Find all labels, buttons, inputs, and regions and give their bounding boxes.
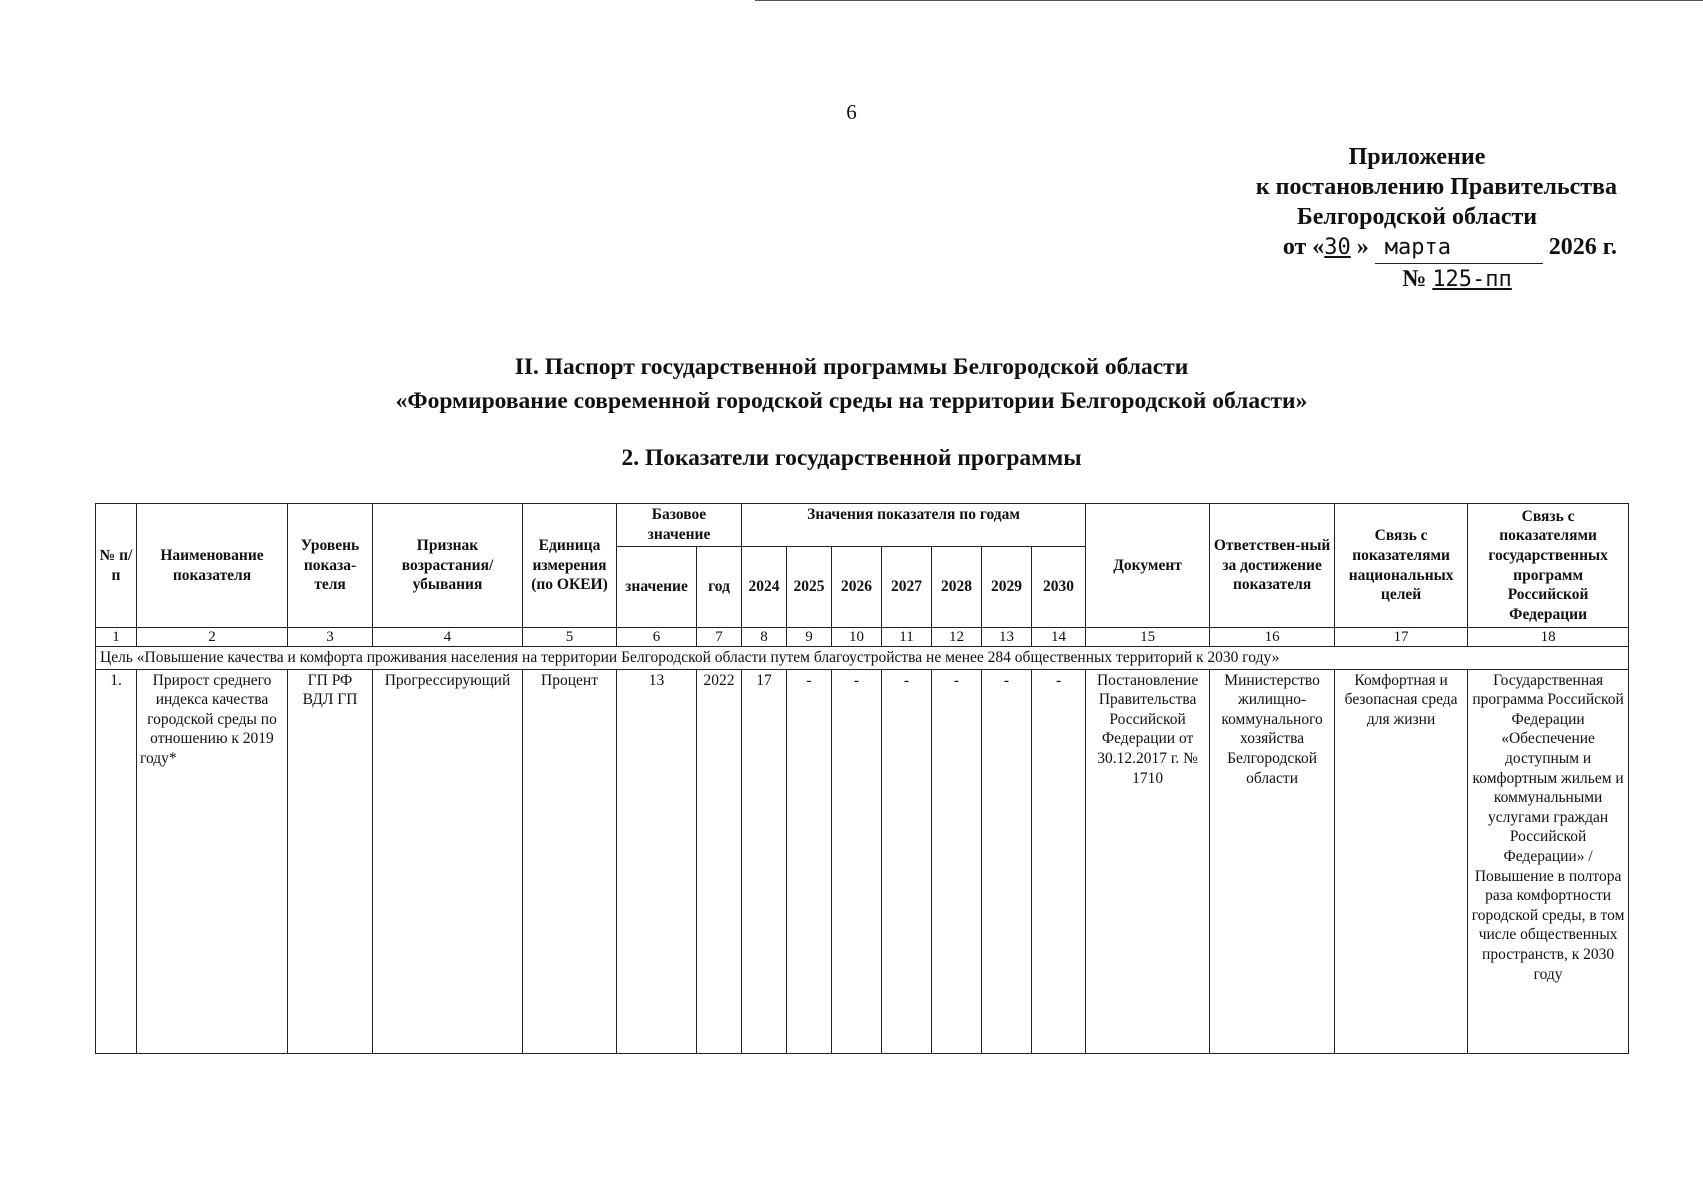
row-value-2026: -: [832, 669, 882, 1053]
page-number: 6: [846, 100, 857, 124]
appendix-line-2: к постановлению Правительства: [1255, 174, 1617, 200]
appendix-line-3: Белгородской области: [1296, 204, 1538, 230]
column-number: 17: [1335, 628, 1468, 647]
date-prefix: от «: [1282, 234, 1325, 260]
header-level: Уровень показа-теля: [288, 504, 373, 628]
indicators-table: [95, 503, 1629, 1054]
header-year-2026: 2026: [832, 547, 882, 628]
header-name: Наименование показателя: [137, 504, 288, 628]
column-number: 10: [832, 628, 882, 647]
date-month: марта: [1375, 233, 1543, 264]
passport-heading: [0, 350, 1703, 418]
column-number: 12: [932, 628, 982, 647]
header-base-year: год: [697, 547, 742, 628]
header-responsible: Ответствен-ный за достижение показателя: [1210, 504, 1335, 628]
column-number: 1: [96, 628, 137, 647]
header-document: Документ: [1086, 504, 1210, 628]
row-responsible: Министерство жилищно-коммунального хозяйства Белгородской области: [1210, 669, 1335, 1053]
column-number: 2: [137, 628, 288, 647]
row-sign: Прогрессирующий: [373, 669, 523, 1053]
header-year-2030: 2030: [1032, 547, 1086, 628]
row-value-2029: -: [982, 669, 1032, 1053]
row-name: Прирост среднего индекса качества городской среды по отношению к 2019 году*: [137, 669, 288, 1053]
header-year-2025: 2025: [787, 547, 832, 628]
number-prefix: №: [1402, 266, 1427, 292]
row-level: ГП РФ ВДЛ ГП: [288, 669, 373, 1053]
header-year-2029: 2029: [982, 547, 1032, 628]
number-value: 125-пп: [1432, 267, 1512, 292]
column-numbers-row: [96, 628, 1629, 647]
column-number: 3: [288, 628, 373, 647]
passport-heading-line-2: «Формирование современной городской среды на территории Белгородской области»: [395, 388, 1308, 414]
column-number: 9: [787, 628, 832, 647]
section-heading: 2. Показатели государственной программы: [621, 445, 1082, 471]
goal-row: [96, 647, 1629, 670]
header-unit: Единица измерения (по ОКЕИ): [523, 504, 617, 628]
column-number: 4: [373, 628, 523, 647]
row-value-2025: -: [787, 669, 832, 1053]
column-number: 15: [1086, 628, 1210, 647]
header-base: Базовое значение: [617, 504, 742, 547]
header-num: № п/п: [96, 504, 137, 628]
row-federal-programs: Государственная программа Российской Федерации «Обеспечение доступным и комфортным жильем и коммунальными услугами граждан Российской Федерации» / Повышение в полтора раза комфортности городской среды, в том числе общественных пространств, к 2030 году: [1468, 669, 1629, 1053]
header-base-value: значение: [617, 547, 697, 628]
column-number: 6: [617, 628, 697, 647]
header-year-2027: 2027: [882, 547, 932, 628]
passport-heading-line-1: II. Паспорт государственной программы Белгородской области: [514, 354, 1189, 380]
row-value-2027: -: [882, 669, 932, 1053]
row-document: Постановление Правительства Российской Федерации от 30.12.2017 г. № 1710: [1086, 669, 1210, 1053]
header-year-2024: 2024: [742, 547, 787, 628]
appendix-block: [1177, 142, 1617, 295]
row-value-2030: -: [1032, 669, 1086, 1053]
appendix-number: [1177, 264, 1617, 295]
appendix-date: [1177, 232, 1617, 264]
header-national-goals: Связь с показателями национальных целей: [1335, 504, 1468, 628]
row-national-goals: Комфортная и безопасная среда для жизни: [1335, 669, 1468, 1053]
header-years-group: Значения показателя по годам: [742, 504, 1086, 547]
row-value-2028: -: [932, 669, 982, 1053]
header-year-2028: 2028: [932, 547, 982, 628]
row-unit: Процент: [523, 669, 617, 1053]
column-number: 16: [1210, 628, 1335, 647]
goal-text: Цель «Повышение качества и комфорта проживания населения на территории Белгородской области путем благоустройства не менее 284 общественных территорий к 2030 году»: [96, 647, 1629, 670]
appendix-title: Приложение: [1348, 144, 1486, 170]
header-federal-programs: Связь с показателями государственных программ Российской Федерации: [1468, 504, 1629, 628]
date-mid: »: [1356, 234, 1369, 260]
column-number: 13: [982, 628, 1032, 647]
table-row: [96, 669, 1629, 1053]
date-day: 30: [1324, 235, 1351, 260]
date-year: 2026 г.: [1548, 234, 1617, 260]
row-value-2024: 17: [742, 669, 787, 1053]
column-number: 5: [523, 628, 617, 647]
column-number: 18: [1468, 628, 1629, 647]
column-number: 7: [697, 628, 742, 647]
row-base-value: 13: [617, 669, 697, 1053]
row-num: 1.: [96, 669, 137, 1053]
column-number: 8: [742, 628, 787, 647]
row-base-year: 2022: [697, 669, 742, 1053]
top-edge-line: [755, 0, 1703, 1]
header-sign: Признак возрастания/ убывания: [373, 504, 523, 628]
column-number: 11: [882, 628, 932, 647]
column-number: 14: [1032, 628, 1086, 647]
